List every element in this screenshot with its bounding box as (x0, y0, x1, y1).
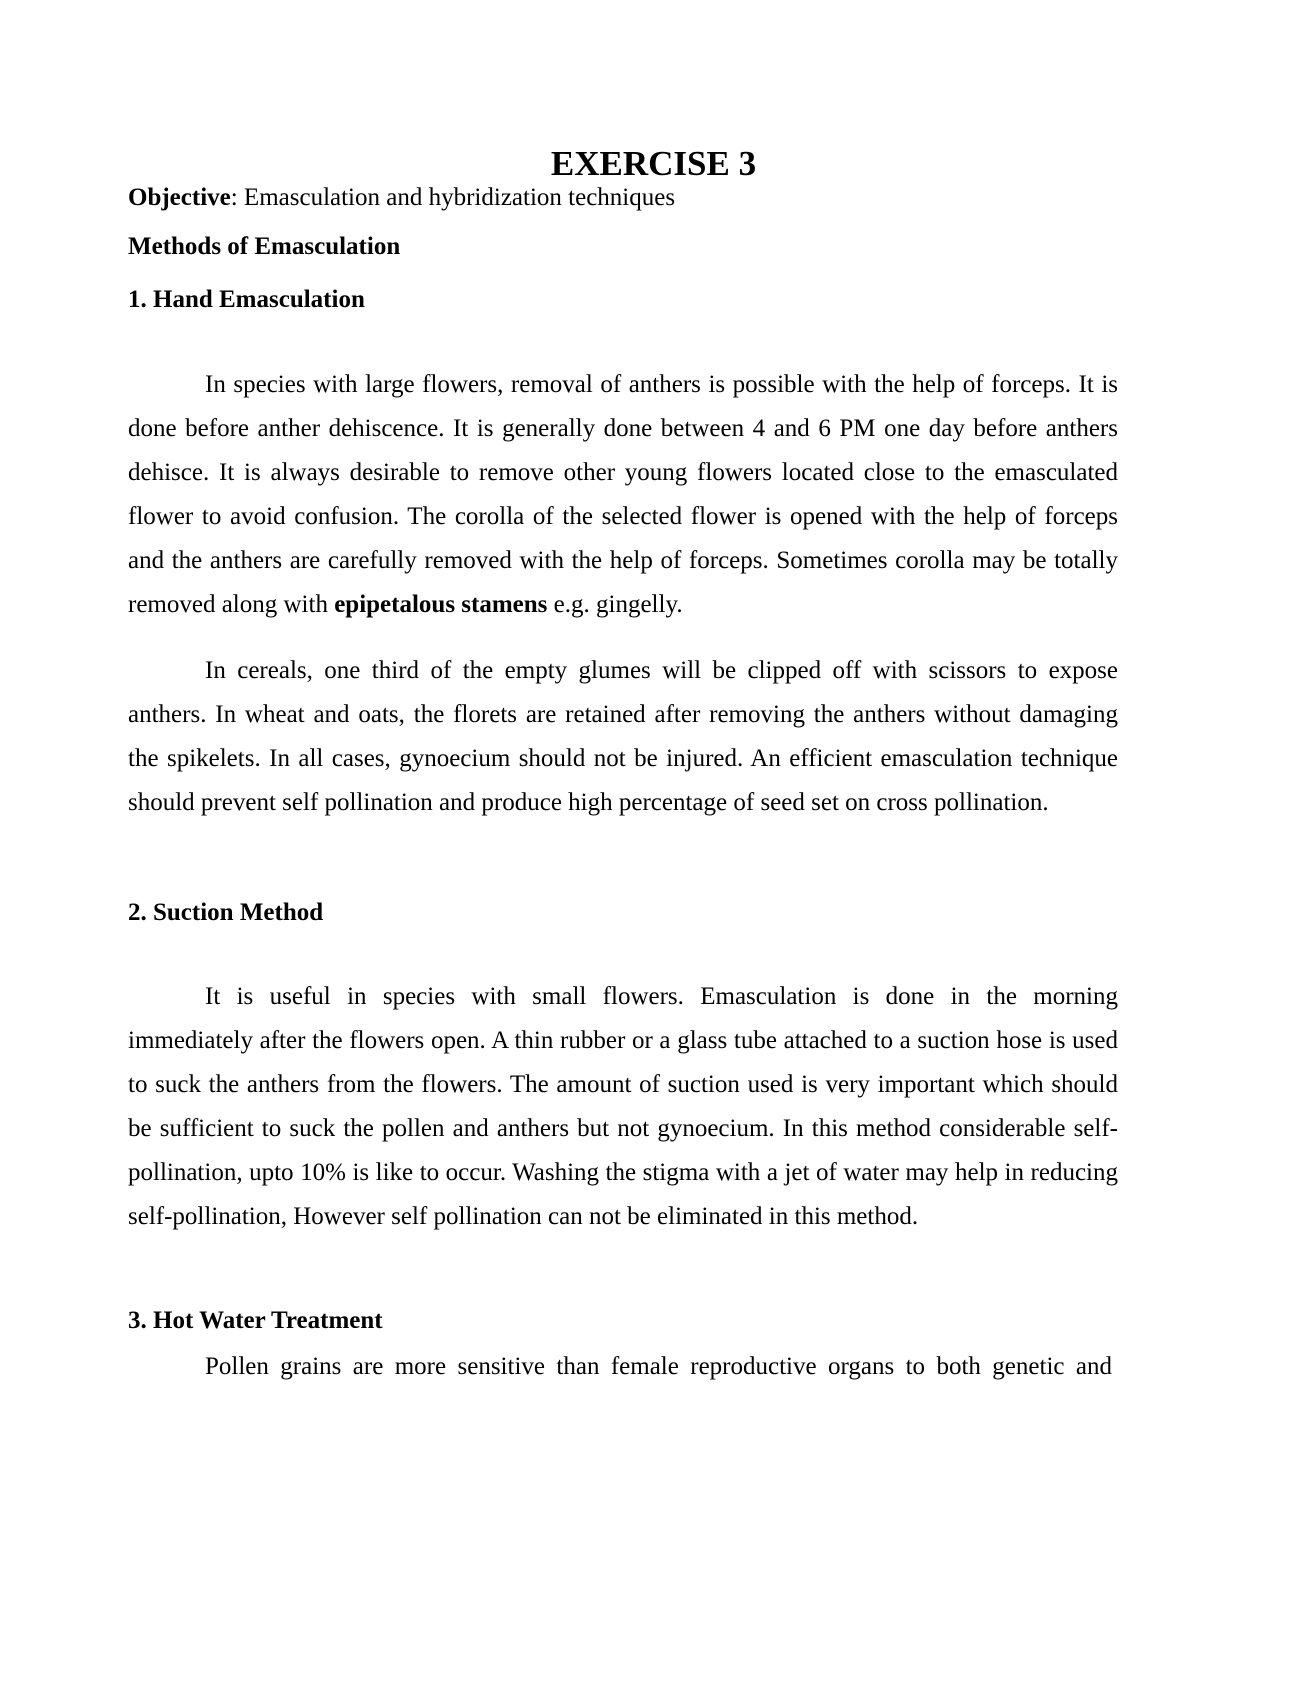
hand-emasculation-paragraph-2: In cereals, one third of the empty glumes will be clipped off with scissors to expose anthers. In wheat and oats, the florets are retained after removing the anthers without damaging the spikelets. In all cases, gynoecium should not be injured. An efficient emasculation technique should prevent self pollination and produce high percentage of seed set on cross pollination. (128, 657, 1118, 816)
hot-water-treatment-paragraph: Pollen grains are more sensitive than female reproductive organs to both genetic and (205, 1353, 1112, 1380)
section-heading-suction-method: 2. Suction Method (128, 899, 324, 926)
methods-heading: Methods of Emasculation (128, 233, 401, 260)
bold-term-epipetalous-stamens: epipetalous stamens (334, 591, 548, 618)
suction-method-paragraph: It is useful in species with small flowers. Emasculation is done in the morning immediately after the flowers open. A thin rubber or a glass tube attached to a suction hose is used to suck the anthers from the flowers. The amount of suction used is very important which should be sufficient to suck the pollen and anthers but not gynoecium. In this method considerable self-pollination, upto 10% is like to occur. Washing the stigma with a jet of water may help in reducing self-pollination, However self pollination can not be eliminated in this method. (128, 983, 1118, 1230)
page-title: EXERCISE 3 (550, 144, 757, 183)
objective-label: Objective (128, 184, 231, 211)
objective-line (128, 182, 675, 214)
section-heading-hot-water-treatment: 3. Hot Water Treatment (128, 1307, 383, 1334)
paragraph-text: In species with large flowers, removal of anthers is possible with the help of forceps. It is done before anther dehiscence. It is generally done between 4 and 6 PM one day before anthers dehisce. It is always desirable to remove other young flowers located close to the emasculated flower to avoid confusion. The corolla of the selected flower is opened with the help of forceps and the anthers are carefully removed with the help of forceps. Sometimes corolla may be totally removed along with (128, 371, 1118, 618)
hand-emasculation-paragraph-1 (128, 363, 1118, 627)
paragraph-text-end: e.g. gingelly. (547, 591, 683, 618)
section-heading-hand-emasculation: 1. Hand Emasculation (128, 286, 365, 313)
objective-text: : Emasculation and hybridization techniques (230, 184, 676, 211)
